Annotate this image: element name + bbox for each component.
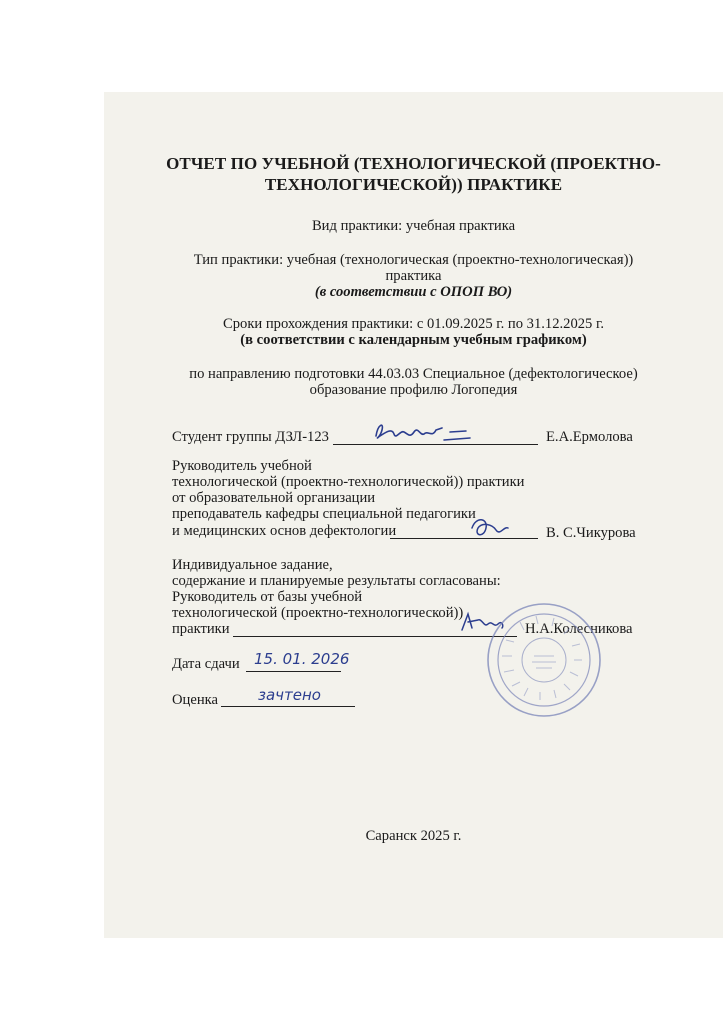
agreement-line-2: содержание и планируемые результаты согласованы: [172,573,501,589]
supervisor-signature [468,512,512,542]
official-stamp [484,600,604,720]
grade-line [221,706,355,707]
submit-date-label: Дата сдачи [172,656,240,672]
supervisor-name: В. С.Чикурова [546,525,636,541]
grade-label: Оценка [172,692,218,708]
practice-dates-note: (в соответствии с календарным учебным графиком) [240,332,587,348]
footer-city-year: Саранск 2025 г. [365,828,462,844]
direction-line-2: образование профилю Логопедия [309,382,518,398]
student-signature [370,418,480,448]
agreement-line-1: Индивидуальное задание, [172,557,333,573]
practice-dates: Сроки прохождения практики: с 01.09.2025 г. по 31.12.2025 г. [223,316,604,332]
title-line-2: ТЕХНОЛОГИЧЕСКОЙ)) ПРАКТИКЕ [264,175,563,194]
agreement-line-3: Руководитель от базы учебной [172,589,363,605]
agreement-signature-line [233,636,517,637]
supervisor-line-3: от образовательной организации [172,490,376,506]
practice-type-note: (в соответствии с ОПОП ВО) [314,284,513,300]
agreement-line-4: технологической (проектно-технологической)) [172,605,464,621]
supervisor-line-5: и медицинских основ дефектологии [172,523,397,539]
submit-date-handwritten: 15. 01. 2026 [254,650,350,668]
practice-kind: Вид практики: учебная практика [311,218,516,234]
practice-type-line-1: Тип практики: учебная (технологическая (проектно-технологическая)) [193,252,634,268]
practice-type-line-2: практика [385,268,442,284]
student-name: Е.А.Ермолова [546,429,633,445]
direction-line-1: по направлению подготовки 44.03.03 Специальное (дефектологическое) [189,366,638,382]
grade-handwritten: зачтено [258,686,321,704]
supervisor-line-2: технологической (проектно-технологической)) практики [172,474,525,490]
title-line-1: ОТЧЕТ ПО УЧЕБНОЙ (ТЕХНОЛОГИЧЕСКОЙ (ПРОЕКТНО- [166,154,661,173]
supervisor-line-4: преподаватель кафедры специальной педагогики [172,506,476,522]
agreement-line-5: практики [172,621,230,637]
student-label: Студент группы ДЗЛ-123 [172,429,329,445]
supervisor-signature-line [390,538,538,539]
supervisor-line-1: Руководитель учебной [172,458,312,474]
submit-date-line [246,671,341,672]
agreement-name: Н.А.Колесникова [525,621,633,637]
